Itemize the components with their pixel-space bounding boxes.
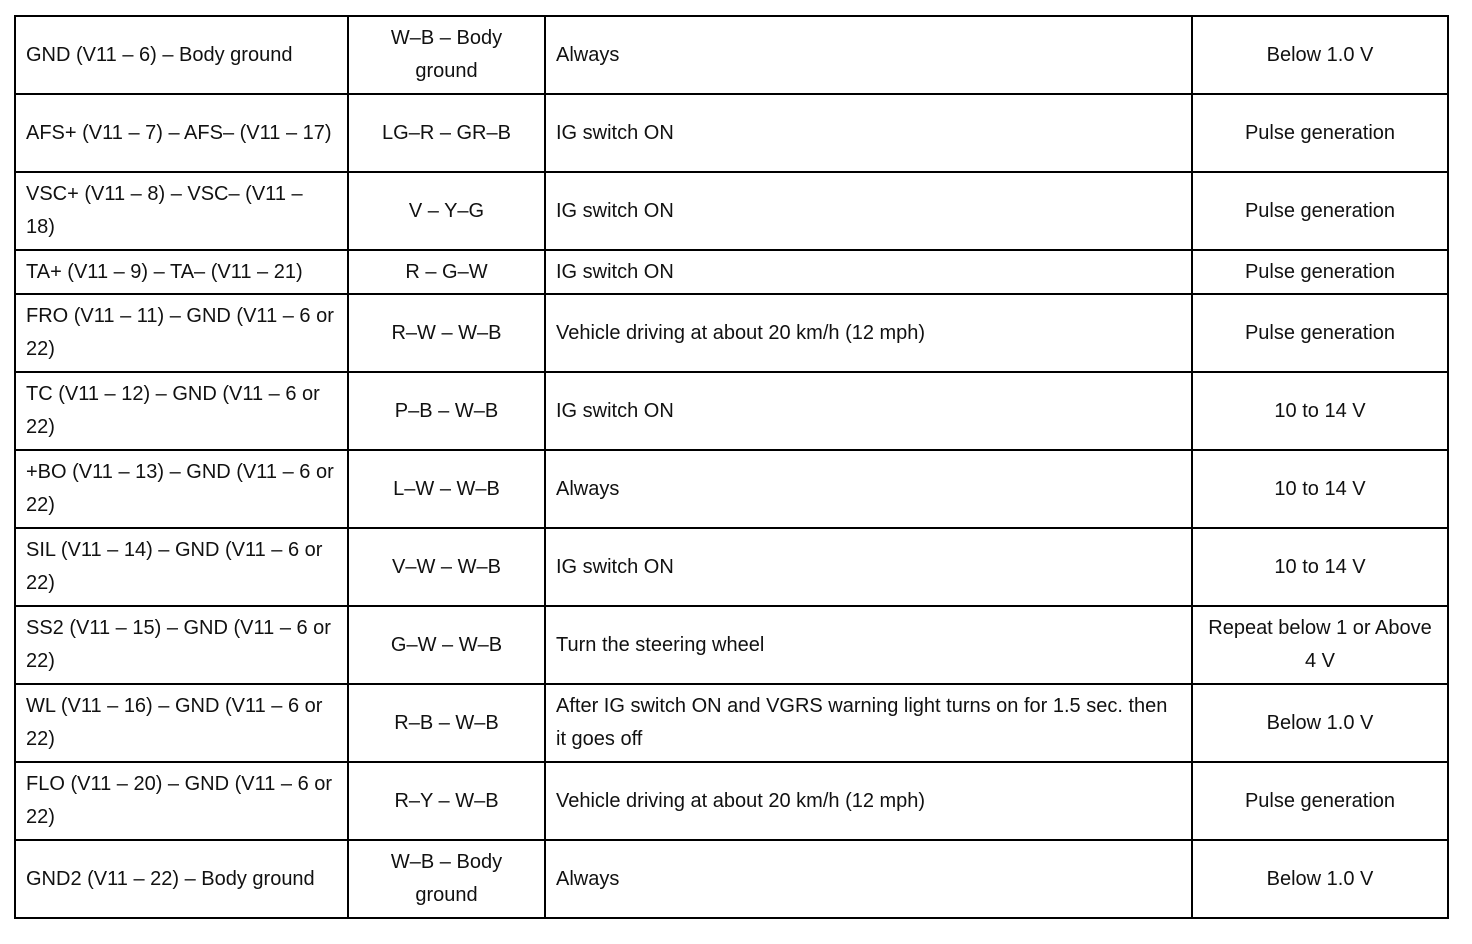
table-row [15, 94, 1448, 172]
terminal-cell: VSC+ (V11 – 8) – VSC– (V11 – 18) [15, 172, 348, 250]
specified-condition-cell: Pulse generation [1192, 172, 1448, 250]
table-row [15, 372, 1448, 450]
table-row [15, 450, 1448, 528]
wire-color-cell: W–B – Body ground [348, 840, 545, 918]
table-row [15, 250, 1448, 294]
condition-cell: After IG switch ON and VGRS warning light turns on for 1.5 sec. then it goes off [545, 684, 1192, 762]
table-row [15, 294, 1448, 372]
condition-cell: IG switch ON [545, 372, 1192, 450]
specified-condition-cell: Pulse generation [1192, 94, 1448, 172]
terminal-cell: TC (V11 – 12) – GND (V11 – 6 or 22) [15, 372, 348, 450]
table-row [15, 16, 1448, 94]
specified-condition-cell: 10 to 14 V [1192, 528, 1448, 606]
specified-condition-cell: Pulse generation [1192, 762, 1448, 840]
condition-cell: Always [545, 16, 1192, 94]
table-row [15, 762, 1448, 840]
terminal-cell: TA+ (V11 – 9) – TA– (V11 – 21) [15, 250, 348, 294]
condition-cell: Always [545, 840, 1192, 918]
specified-condition-cell: Pulse generation [1192, 250, 1448, 294]
specified-condition-cell: Below 1.0 V [1192, 16, 1448, 94]
condition-cell: Turn the steering wheel [545, 606, 1192, 684]
wire-color-cell: P–B – W–B [348, 372, 545, 450]
wire-color-cell: LG–R – GR–B [348, 94, 545, 172]
wire-color-cell: R–Y – W–B [348, 762, 545, 840]
table-row [15, 840, 1448, 918]
wire-color-cell: R–B – W–B [348, 684, 545, 762]
condition-cell: IG switch ON [545, 172, 1192, 250]
terminal-cell: AFS+ (V11 – 7) – AFS– (V11 – 17) [15, 94, 348, 172]
specified-condition-cell: Below 1.0 V [1192, 840, 1448, 918]
condition-cell: Vehicle driving at about 20 km/h (12 mph) [545, 762, 1192, 840]
terminal-spec-table [14, 15, 1449, 919]
terminal-cell: SIL (V11 – 14) – GND (V11 – 6 or 22) [15, 528, 348, 606]
wire-color-cell: V–W – W–B [348, 528, 545, 606]
table-row [15, 684, 1448, 762]
terminal-cell: GND (V11 – 6) – Body ground [15, 16, 348, 94]
specified-condition-cell: 10 to 14 V [1192, 372, 1448, 450]
wire-color-cell: R–W – W–B [348, 294, 545, 372]
terminal-cell: SS2 (V11 – 15) – GND (V11 – 6 or 22) [15, 606, 348, 684]
terminal-cell: +BO (V11 – 13) – GND (V11 – 6 or 22) [15, 450, 348, 528]
condition-cell: IG switch ON [545, 250, 1192, 294]
condition-cell: Vehicle driving at about 20 km/h (12 mph) [545, 294, 1192, 372]
condition-cell: IG switch ON [545, 94, 1192, 172]
specified-condition-cell: Below 1.0 V [1192, 684, 1448, 762]
condition-cell: Always [545, 450, 1192, 528]
wire-color-cell: L–W – W–B [348, 450, 545, 528]
table-row [15, 172, 1448, 250]
specified-condition-cell: 10 to 14 V [1192, 450, 1448, 528]
terminal-cell: WL (V11 – 16) – GND (V11 – 6 or 22) [15, 684, 348, 762]
terminal-cell: FRO (V11 – 11) – GND (V11 – 6 or 22) [15, 294, 348, 372]
specified-condition-cell: Pulse generation [1192, 294, 1448, 372]
condition-cell: IG switch ON [545, 528, 1192, 606]
terminal-cell: GND2 (V11 – 22) – Body ground [15, 840, 348, 918]
wire-color-cell: G–W – W–B [348, 606, 545, 684]
table-row [15, 528, 1448, 606]
wire-color-cell: W–B – Body ground [348, 16, 545, 94]
table-row [15, 606, 1448, 684]
terminal-cell: FLO (V11 – 20) – GND (V11 – 6 or 22) [15, 762, 348, 840]
specified-condition-cell: Repeat below 1 or Above 4 V [1192, 606, 1448, 684]
wire-color-cell: V – Y–G [348, 172, 545, 250]
wire-color-cell: R – G–W [348, 250, 545, 294]
